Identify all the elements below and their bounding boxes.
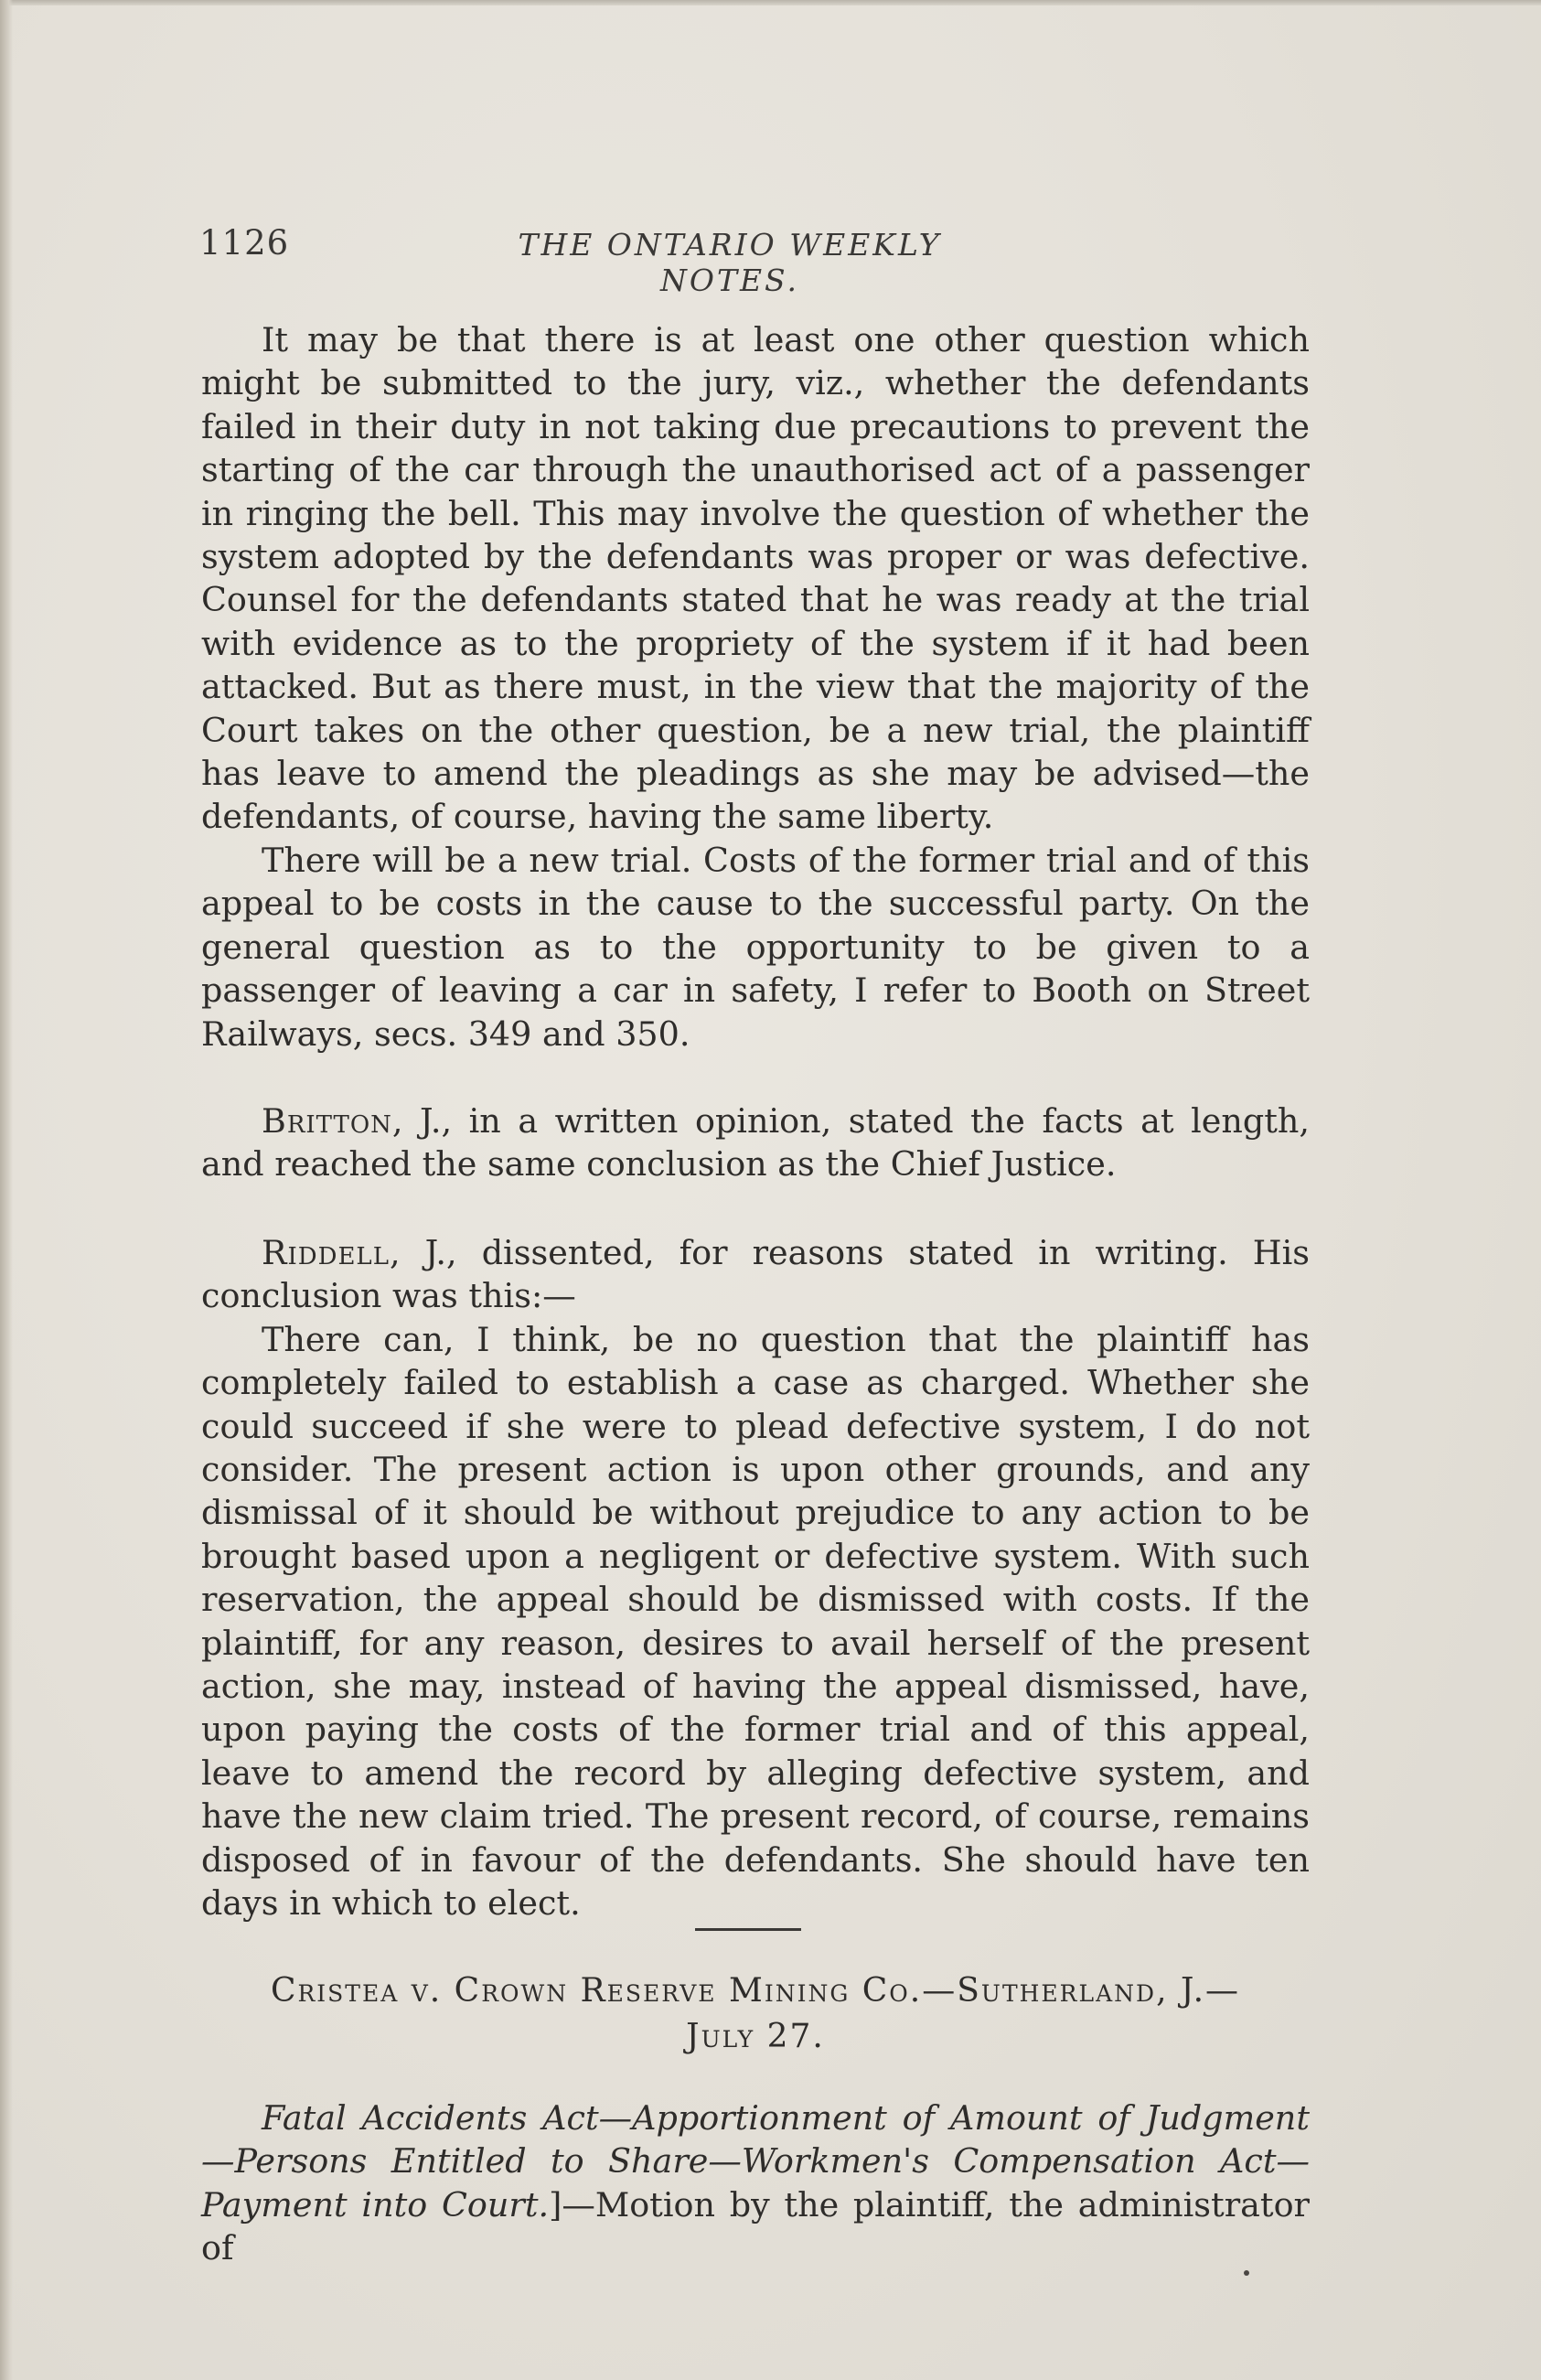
case-heading <box>201 1968 1310 2060</box>
paragraph-britton <box>201 1099 1310 1186</box>
paragraph-new-trial: There will be a new trial. Costs of the former trial and of this appeal to be costs in the cause to the successful party. On the general question as to the opportunity to be given to a passenger of leaving a car in safety, I refer to Booth on Street Railways, secs. 349 and 350. <box>201 840 1310 1054</box>
top-edge-shadow <box>0 0 1541 5</box>
paragraph-system-question: It may be that there is at least one other question which might be submitted to the jury, viz., whether the defendants failed in their duty in not taking due precautions to prevent the starting of the car through the unauthorised act of a passenger in ringing the bell. This may involve the question of whether the system adopted by the defendants was proper or was defective. Counsel for the defendants stated that he was ready at the trial with evidence as to the propriety of the system if it had been attacked. But as there must, in the view that the majority of the Court takes on the other question, be a new trial, the plaintiff has leave to amend the pleadings as she may be advised—the defendants, of course, having the same liberty. <box>201 320 1310 837</box>
case-headnote <box>201 2096 1310 2270</box>
journal-title: THE ONTARIO WEEKLY NOTES. <box>518 227 942 298</box>
judge-name-riddell: Riddell <box>262 1233 390 1272</box>
case-title: Cristea v. Crown Reserve Mining Co.—Sutherland, J.— <box>270 1972 1241 2010</box>
binding-edge <box>0 0 13 2380</box>
judge-name-britton: Britton <box>262 1101 392 1141</box>
paragraph-riddell <box>201 1231 1310 1318</box>
headnote-paragraph <box>201 2096 1310 2270</box>
running-head <box>199 223 1315 298</box>
ink-speck <box>1244 2270 1249 2276</box>
opinion-continuation <box>201 318 1310 1056</box>
paragraph-riddell-conclusion: There can, I think, be no question that the plaintiff has completely failed to establish a case as charged. Whether she could succeed if she were to plead defective system, I do not consider. The present action is upon other grounds, and any dismissal of it should be without prejudice to any action to be brought based upon a negligent or defective system. With such reservation, the appeal should be dismissed with costs. If the plaintiff, for any reason, desires to avail herself of the present action, she may, instead of having the appeal dismissed, have, upon paying the costs of the former trial and of this appeal, leave to amend the record by alleging defective system, and have the new claim tried. The present record, of course, remains disposed of in favour of the defendants. She should have ten days in which to elect. <box>201 1319 1310 1924</box>
britton-text: , J., in a written opinion, stated the facts at length, and reached the same conclusion as the Chief Justice. <box>201 1101 1310 1185</box>
riddell-dissent <box>201 1231 1310 1925</box>
section-divider <box>695 1928 801 1931</box>
britton-opinion <box>201 1099 1310 1186</box>
headnote-text: ]—Motion by the plaintiff, the administrator of <box>201 2184 1311 2268</box>
page-number: 1126 <box>199 223 290 263</box>
riddell-text: , J., dissented, for reasons stated in writing. His conclusion was this:— <box>201 1233 1310 1316</box>
case-date: July 27. <box>686 2018 825 2055</box>
headnote-subject: Fatal Accidents Act—Apportionment of Amount of Judgment—Persons Entitled to Share—Workmen's Compensation Act—Payment into Court. <box>201 2098 1310 2225</box>
